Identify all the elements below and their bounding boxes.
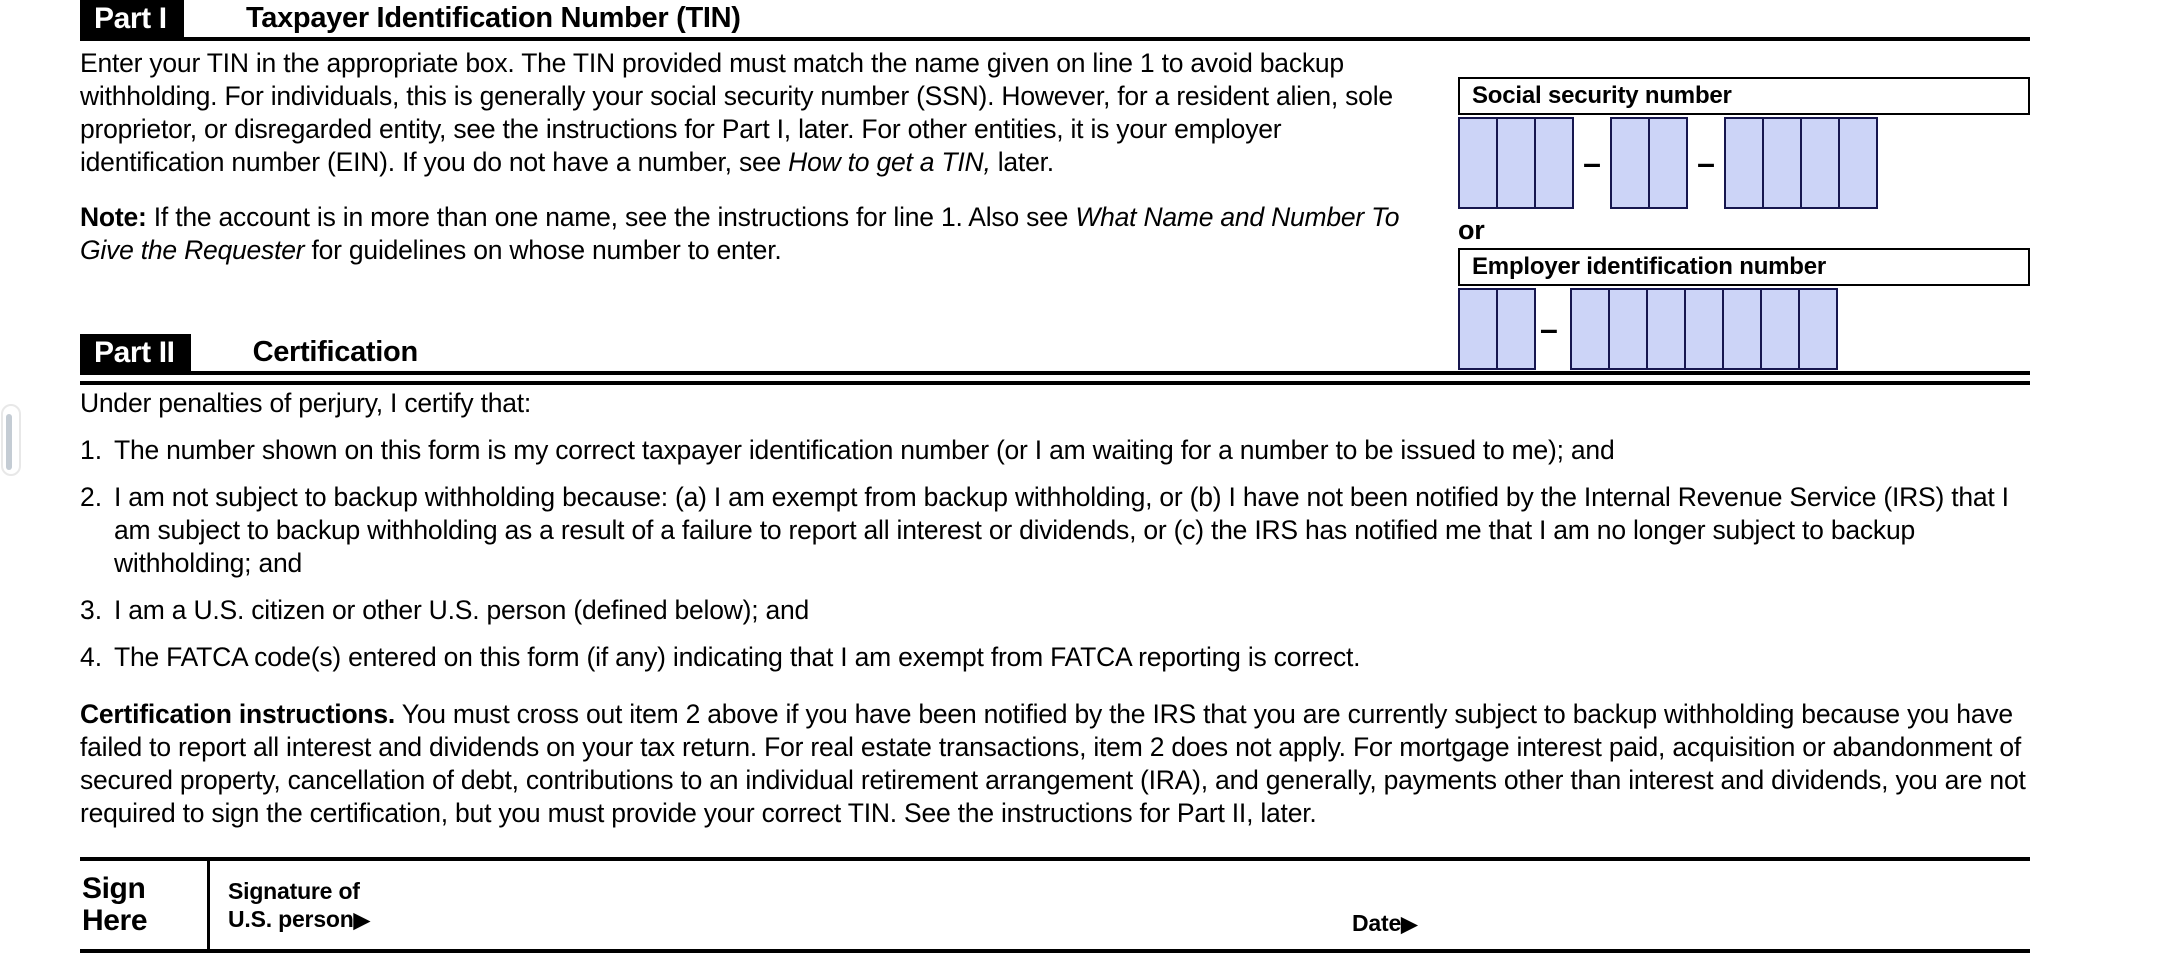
ssn-group-3[interactable] [1724,117,1878,209]
part-1-tag: Part I [80,0,184,37]
sign-here-block [80,857,2030,953]
certification-preamble: Under penalties of perjury, I certify that: [80,388,532,418]
note-text-a: If the account is in more than one name, see the instructions for line 1. Also see [146,202,1076,232]
part-1-body [80,41,2030,347]
item-text: The number shown on this form is my correct taxpayer identification number (or I am waiting for a number to be issued to me); and [114,435,1615,465]
part-2-tag: Part II [80,334,191,371]
date-caret-icon: ▶ [1401,912,1418,936]
ssn-digit-box[interactable] [1534,117,1574,209]
certification-item [80,481,2030,580]
tin-intro-text-a: Enter your TIN in the appropriate box. The TIN provided must match the name given on line 1 to avoid backup withholding. For individuals, this is generally your social security number (SSN). However, for a resident alien, sole proprietor, or disregarded entity, see the instructions for Part I, later. For other entities, it is your employer identification number (EIN). If you do not have a number, see [80,48,1393,177]
tin-intro-paragraph [80,47,1410,179]
ein-input-row[interactable]: – [1458,288,2030,370]
signature-caption-line-2: U.S. person▶ [228,905,370,932]
ssn-input-row[interactable] [1458,117,2030,209]
certification-item [80,641,2030,674]
item-number: 2. [80,482,103,512]
ssn-digit-box[interactable] [1800,117,1840,209]
ssn-digit-box[interactable] [1496,117,1536,209]
item-text: I am a U.S. citizen or other U.S. person (defined below); and [114,595,810,625]
or-separator-label: or [1458,215,1485,245]
sign-here-label [80,861,210,949]
part-2-header [80,334,2030,375]
ssn-digit-box[interactable] [1458,117,1498,209]
signature-caret-icon: ▶ [353,908,370,932]
item-number: 4. [80,642,103,672]
note-italic: What Name and Number To Give the Requester [80,202,1400,265]
certification-item [80,434,2030,467]
sign-here-line-1: Sign [82,871,146,905]
part-1-bottom-rule [80,381,2030,385]
signature-caption-line-1: Signature of [228,877,360,904]
tin-intro-italic: How to get a TIN, [788,147,991,177]
ssn-digit-box[interactable] [1648,117,1688,209]
ssn-digit-box[interactable] [1610,117,1650,209]
signature-caption [210,877,370,933]
ssn-digit-box[interactable] [1724,117,1764,209]
part-1-header [80,0,2030,41]
item-number: 3. [80,595,103,625]
part-2-body [80,375,2030,953]
certification-instructions-text: You must cross out item 2 above if you have been notified by the IRS that you are currently subject to backup withholding because you have failed to report all interest and dividends on your tax return. For real estate transactions, item 2 does not apply. For mortgage interest paid, acquisition or abandonment of secured property, cancellation of debt, contributions to an individual retirement arrangement (IRA), and generally, payments other than interest and dividends, you are not required to sign the certification, but you must provide your correct TIN. See the instructions for Part II, later. [80,699,2026,828]
sign-here-line-2: Here [82,903,148,937]
ein-label: Employer identification number [1458,248,2030,286]
ssn-label: Social security number [1458,77,2030,115]
tin-entry-panel [1458,77,2030,370]
ssn-group-2[interactable] [1610,117,1688,209]
ssn-dash-2: – [1697,145,1715,181]
ssn-digit-box[interactable] [1838,117,1878,209]
ssn-digit-box[interactable] [1762,117,1802,209]
part-1-instructions [80,47,1410,267]
tin-note-paragraph [80,201,1410,267]
ssn-dash-1: – [1583,145,1601,181]
note-label: Note: [80,202,147,232]
ssn-group-1[interactable] [1458,117,1574,209]
item-number: 1. [80,435,103,465]
form-content [80,0,2030,953]
item-text: The FATCA code(s) entered on this form (if any) indicating that I am exempt from FATCA reporting is correct. [114,642,1361,672]
certification-instructions-label: Certification instructions. [80,699,396,729]
tin-intro-text-b: later. [990,147,1054,177]
date-field-label[interactable]: Date▶ [1352,909,1418,936]
certification-instructions [80,698,2030,830]
part-2-title: Certification [252,336,418,368]
note-text-b: for guidelines on whose number to enter. [304,235,782,265]
item-text: I am not subject to backup withholding because: (a) I am exempt from backup withholding, or (b) I have not been notified by the Internal Revenue Service (IRS) that I am subject to backup withholding as a result of a failure to report all interest or dividends, or (c) the IRS has notified me that I am no longer subject to backup withholding; and [114,482,2009,578]
certification-item [80,594,2030,627]
signature-field[interactable] [210,861,2030,949]
part-1-title: Taxpayer Identification Number (TIN) [246,2,741,34]
